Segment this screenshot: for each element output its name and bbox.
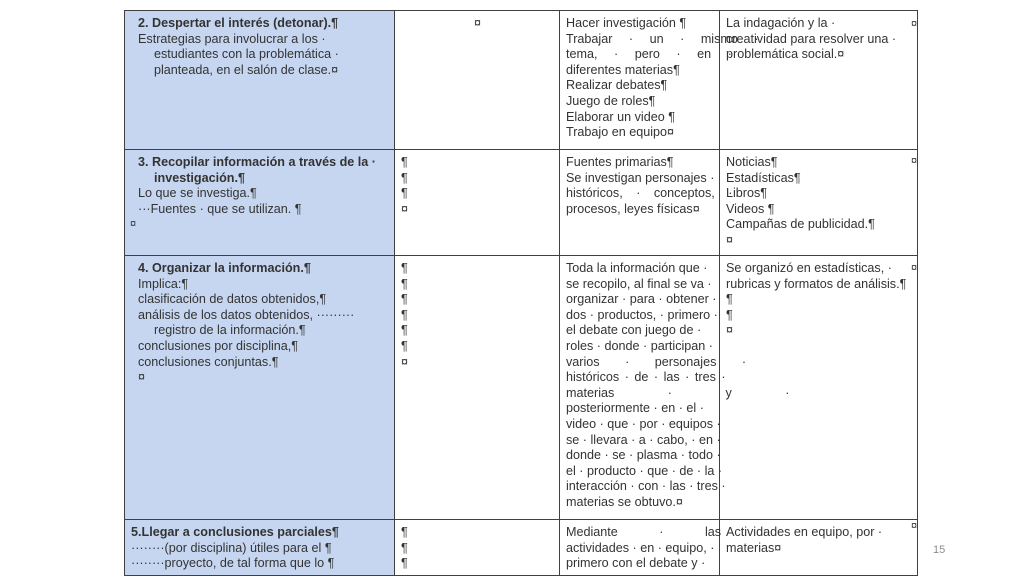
activities-cell — [560, 11, 759, 150]
cell-mark: ¶ — [401, 525, 408, 539]
result-line: ¤ — [726, 232, 734, 247]
stage-title: 5.Llegar a conclusiones parciales¶ — [131, 525, 339, 539]
result-line: ¶ — [726, 292, 733, 307]
cell-mark: ¶ — [401, 338, 408, 353]
cell-mark: ¶ — [401, 186, 408, 201]
row-end-mark: ¤ — [911, 262, 918, 274]
stage-text: registro de la información.¶ — [154, 323, 306, 338]
result-line: problemática social.¤ — [726, 47, 845, 62]
activity-line: diferentes materias¶ — [566, 62, 680, 77]
table-row — [125, 520, 918, 576]
activity-line: dos · productos, · primero · — [566, 307, 718, 322]
results-cell — [720, 11, 918, 150]
activity-line: Hacer investigación ¶ — [566, 16, 687, 30]
results-cell — [720, 520, 918, 576]
activity-line: se recopilo, al final se va · — [566, 276, 712, 291]
stage-text: Lo que se investiga.¶ — [138, 186, 257, 201]
result-line: La indagación y la · — [726, 16, 836, 30]
stage-text: clasificación de datos obtenidos,¶ — [138, 292, 327, 307]
activity-line: Fuentes primarias¶ — [566, 155, 674, 169]
stage-text: ········proyecto, de tal forma que lo ¶ — [131, 556, 335, 571]
cell-mark: ¶ — [401, 292, 408, 307]
activity-line: Elaborar un video ¶ — [566, 109, 675, 124]
activity-line: materias se obtuvo.¤ — [566, 494, 683, 509]
stage-text: conclusiones conjuntas.¶ — [138, 354, 279, 369]
activity-line: Juego de roles¶ — [566, 93, 656, 108]
activity-line: procesos, leyes físicas¤ — [566, 201, 700, 216]
activity-line: posteriormente · en · el · — [566, 401, 704, 416]
table-row — [125, 11, 918, 150]
cell-mark: ¶ — [401, 276, 408, 291]
cell-mark: ¶ — [401, 170, 408, 185]
activity-line: actividades · en · equipo, · — [566, 540, 715, 555]
stage-text: ········(por disciplina) útiles para el ¶ — [131, 540, 332, 555]
activity-line: primero con el debate y · — [566, 556, 706, 571]
stage-text: conclusiones por disciplina,¶ — [138, 338, 299, 353]
cell-mark: ¶ — [401, 556, 408, 571]
activities-cell — [560, 150, 733, 256]
activity-line: Mediante · las · — [566, 525, 767, 539]
stage-title: investigación.¶ — [154, 170, 245, 185]
results-cell — [720, 150, 918, 256]
result-line: creatividad para resolver una · — [726, 31, 897, 46]
cell-mark: ¤ — [401, 201, 409, 216]
activity-line: el debate con juego de · — [566, 323, 702, 338]
activity-line: Trabajo en equipo¤ — [566, 125, 675, 140]
cell-mark: ¶ — [401, 307, 408, 322]
cell-mark: ¶ — [401, 261, 408, 275]
stage-text: planteada, en el salón de clase.¤ — [154, 62, 339, 77]
stage-title: 3. Recopilar información a través de la · — [138, 155, 376, 169]
cell-mark: ¶ — [401, 540, 408, 555]
page-number: 15 — [933, 544, 946, 556]
cell-end-mark: ¤ — [130, 218, 137, 230]
activity-line: Realizar debates¶ — [566, 78, 668, 93]
activity-line: Trabajar · un · mismo · — [566, 31, 759, 46]
stage-text: análisis de los datos obtenidos, ········· — [138, 307, 355, 322]
activities-cell — [560, 256, 790, 520]
activity-line: históricos, · conceptos, · — [566, 186, 733, 201]
row-end-mark: ¤ — [911, 520, 918, 532]
activity-line: Se investigan personajes · — [566, 170, 715, 185]
stage-title: 2. Despertar el interés (detonar).¶ — [138, 16, 339, 30]
stage-text: Estrategias para involucrar a los · — [138, 31, 326, 46]
cell-mark: ¤ — [401, 354, 409, 369]
cell-mark: ¶ — [401, 155, 408, 169]
result-line: Se organizó en estadísticas, · — [726, 261, 892, 275]
stage-text: ¤ — [138, 370, 146, 385]
stage-cell — [125, 256, 395, 520]
empty-cell — [395, 11, 560, 150]
result-line: Videos ¶ — [726, 201, 775, 216]
cell-mark: ¶ — [401, 323, 408, 338]
activity-line: varios · personajes · — [566, 354, 747, 369]
activity-line: Toda la información que · — [566, 261, 708, 275]
activity-line: históricos · de · las · tres · — [566, 370, 726, 385]
result-line: Libros¶ — [726, 186, 768, 201]
activity-line: tema, · pero · en · — [566, 47, 732, 62]
result-line: materias¤ — [726, 540, 782, 555]
table-row — [125, 256, 918, 520]
marks-cell — [395, 150, 560, 256]
result-line: ¶ — [726, 307, 733, 322]
activity-line: el · producto · que · de · la · — [566, 463, 723, 478]
table-row — [125, 150, 918, 256]
activity-line: donde · se · plasma · todo · — [566, 448, 721, 463]
row-end-mark: ¤ — [911, 18, 918, 30]
row-end-mark: ¤ — [911, 155, 918, 167]
activity-line: roles · donde · participan · — [566, 338, 713, 353]
result-line: Campañas de publicidad.¶ — [726, 217, 875, 232]
stage-text: Implica:¶ — [138, 276, 189, 291]
result-line: ¤ — [726, 323, 734, 338]
stage-cell — [125, 11, 395, 150]
document-table — [124, 10, 918, 576]
cell-mark: ¤ — [473, 16, 481, 30]
stage-cell — [125, 520, 395, 576]
marks-cell — [395, 520, 560, 576]
marks-cell — [395, 256, 560, 520]
activity-line: materias · y · — [566, 385, 790, 400]
result-line: Actividades en equipo, por · — [726, 525, 883, 539]
stage-title: 4. Organizar la información.¶ — [138, 261, 311, 275]
result-line: Noticias¶ — [726, 155, 778, 169]
result-line: rubricas y formatos de análisis.¶ — [726, 276, 907, 291]
activity-line: interacción · con · las · tres · — [566, 479, 726, 494]
activity-line: se · llevara · a · cabo, · en · — [566, 432, 721, 447]
stage-text: ···Fuentes · que se utilizan. ¶ — [138, 201, 302, 216]
stage-cell — [125, 150, 395, 256]
activity-line: video · que · por · equipos · — [566, 416, 721, 431]
activity-line: organizar · para · obtener · — [566, 292, 717, 307]
result-line: Estadísticas¶ — [726, 170, 801, 185]
stage-text: estudiantes con la problemática · — [154, 47, 339, 62]
